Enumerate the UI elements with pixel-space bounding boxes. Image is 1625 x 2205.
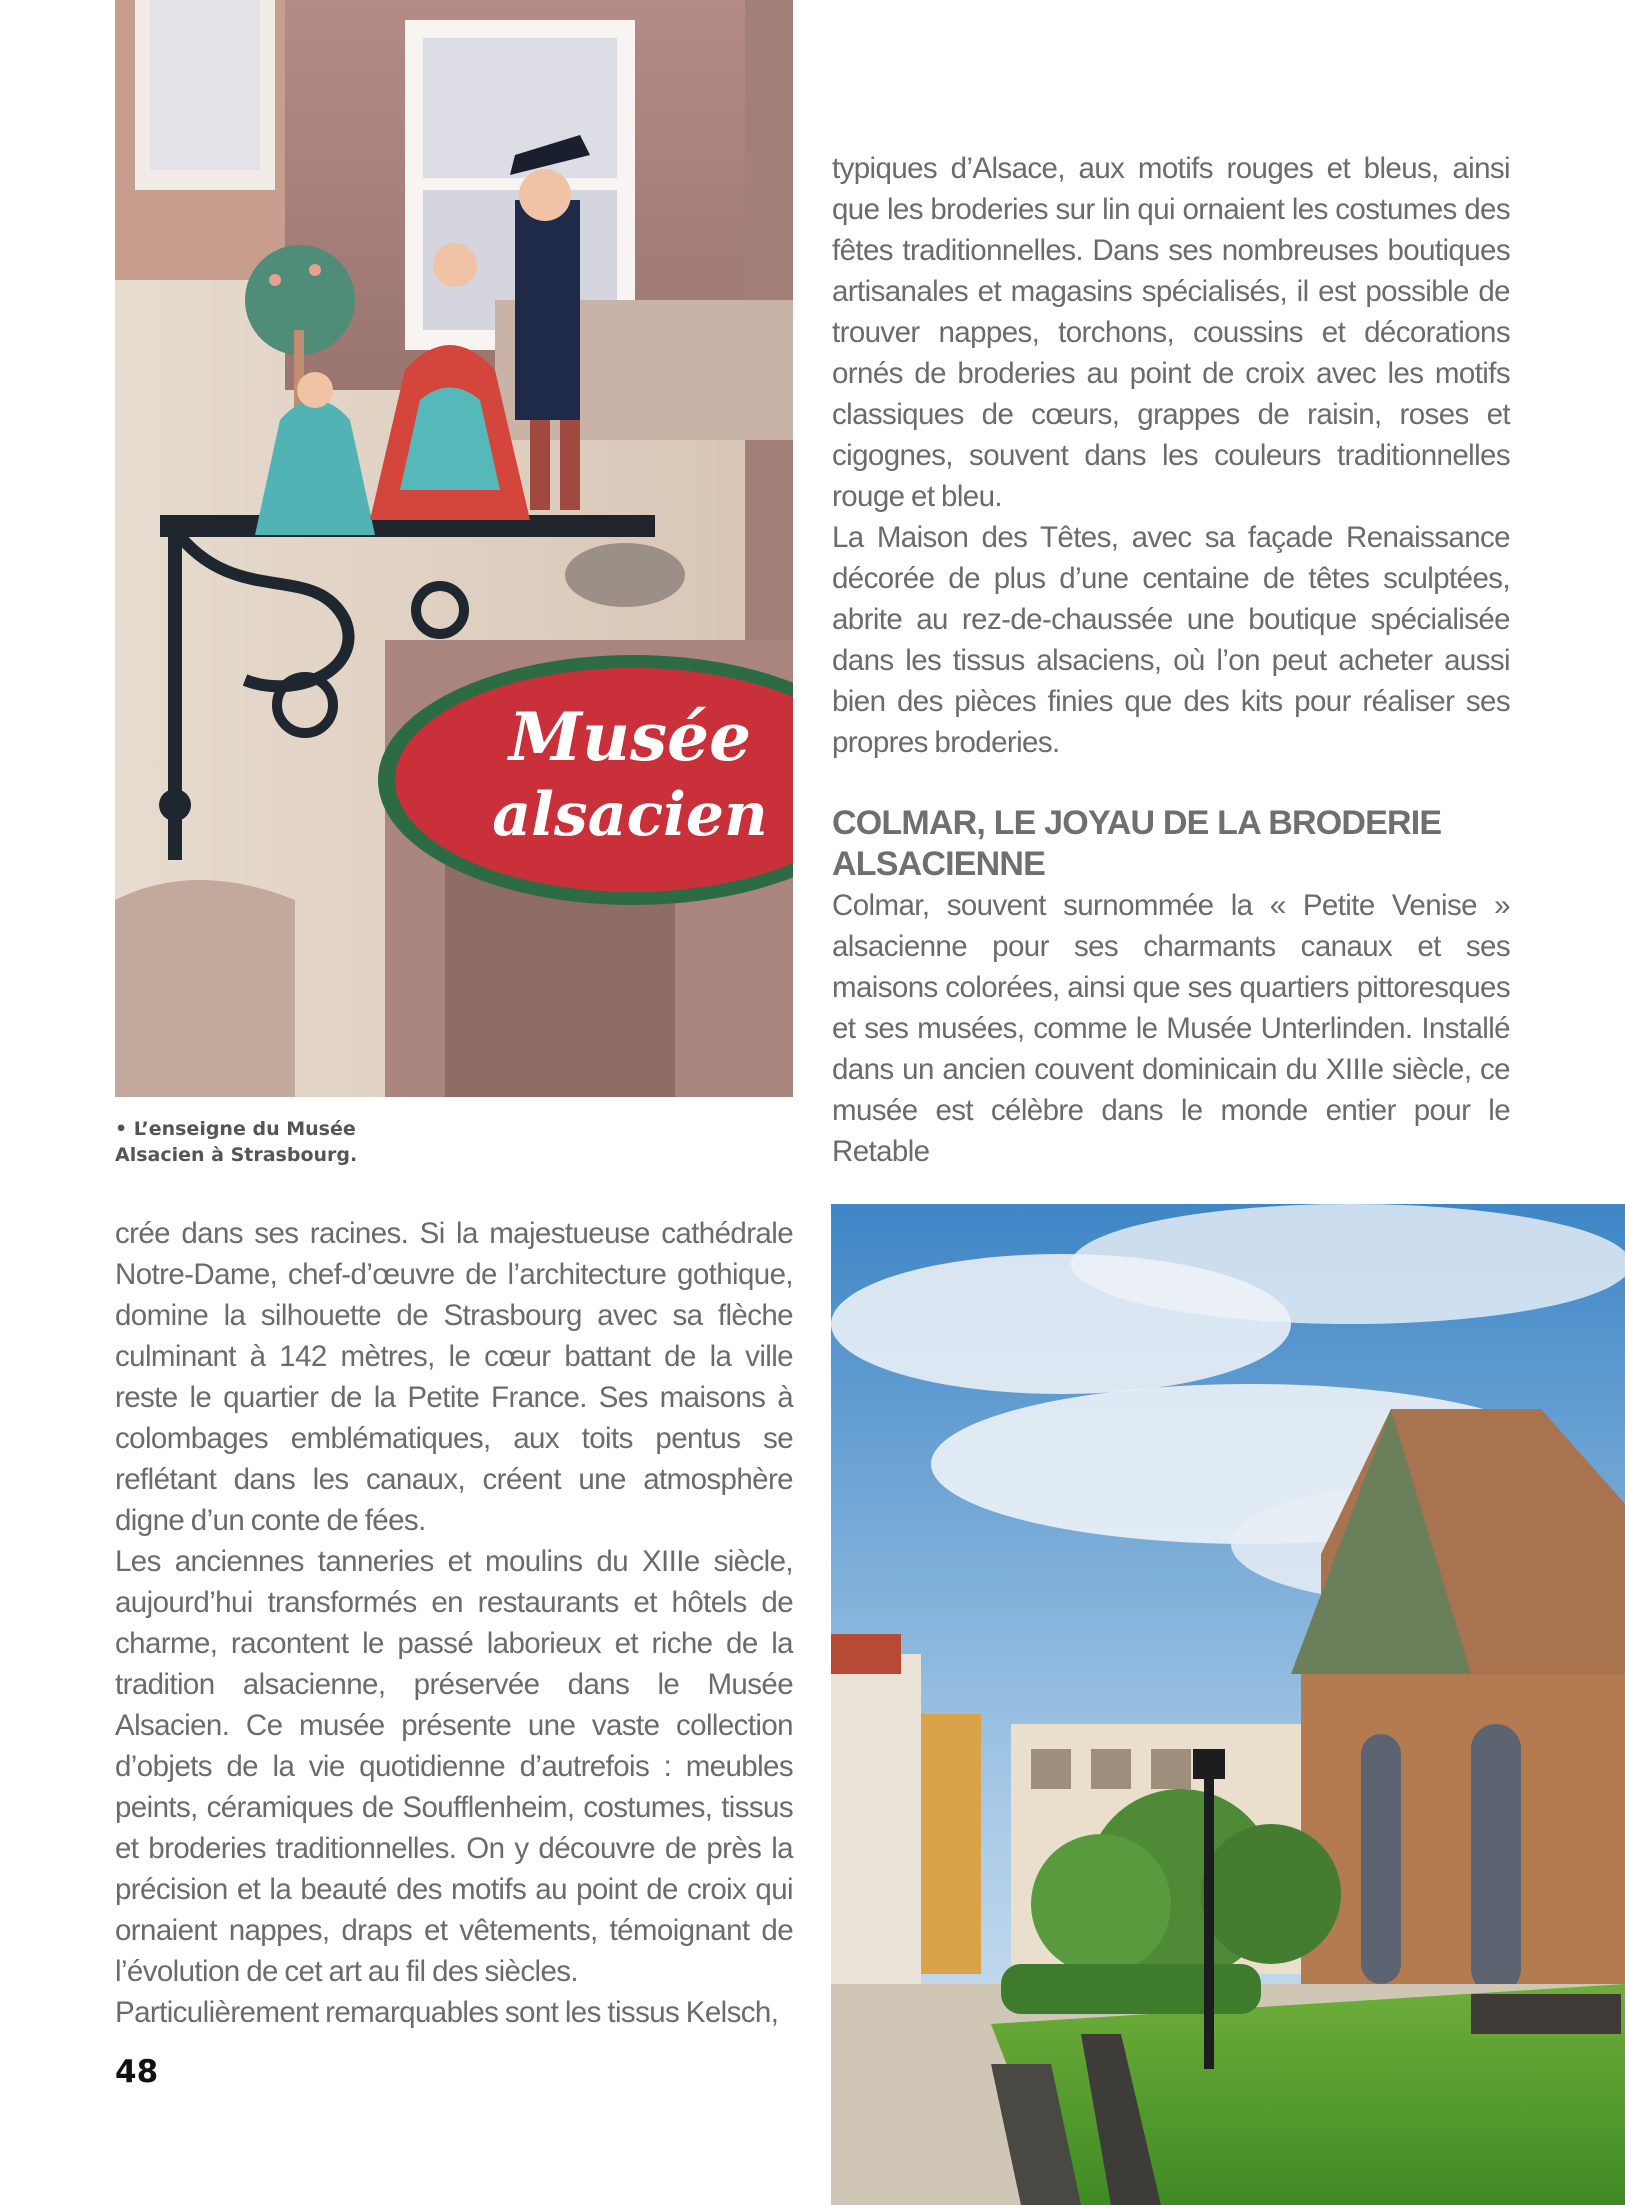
photo-colmar-church <box>831 1204 1625 2205</box>
paragraph: Les anciennes tanneries et moulins du XIIIe siècle, aujourd’hui transformés en restaurants et hôtels de charme, racontent le passé laborieux et riche de la tradition alsacienne, préservée dans le Musée Alsacien. Ce musée présente une vaste collection d’objets de la vie quotidienne d’autrefois : meubles peints, céramiques de Soufflenheim, costumes, tissus et broderies traditionnelles. On y découvre de près la précision et la beauté des motifs au point de croix qui ornaient nappes, draps et vêtements, témoignant de l’évolution de cet art au fil des siècles. <box>115 1545 793 1988</box>
page-number: 48 <box>115 2054 159 2090</box>
photo-musee-alsacien-sign <box>115 0 793 1097</box>
sign-word-musee: Musée <box>508 698 752 776</box>
sign-illustration <box>115 0 793 1097</box>
paragraph: Particulièrement remarquables sont les tissus Kelsch, <box>115 1996 779 2029</box>
article-column-left <box>115 1213 793 2033</box>
paragraph: typiques d’Alsace, aux motifs rouges et bleus, ainsi que les broderies sur lin qui ornaient les costumes des fêtes traditionnelles. Dans ses nombreuses boutiques artisanales et magasins spécialisés, il est possible de trouver nappes, torchons, coussins et décorations ornés de broderies au point de croix avec les motifs classiques de cœurs, grappes de raisin, roses et cigognes, souvent dans les couleurs traditionnelles rouge et bleu. <box>832 152 1510 513</box>
photo-caption: • L’enseigne du Musée Alsacien à Strasbourg. <box>115 1118 358 1166</box>
paragraph: crée dans ses racines. Si la majestueuse cathédrale Notre-Dame, chef-d’œuvre de l’architecture gothique, domine la silhouette de Strasbourg avec sa flèche culminant à 142 mètres, le cœur battant de la ville reste le quartier de la Petite France. Ses maisons à colombages emblématiques, aux toits pentus se reflétant dans les canaux, créent une atmosphère digne d’un conte de fées. <box>115 1217 793 1537</box>
article-column-right <box>832 148 1510 1172</box>
paragraph: La Maison des Têtes, avec sa façade Renaissance décorée de plus d’une centaine de têtes sculptées, abrite au rez-de-chaussée une boutique spécialisée dans les tissus alsaciens, où l’on peut acheter aussi bien des pièces finies que des kits pour réaliser ses propres broderies. <box>832 521 1510 759</box>
section-heading: COLMAR, LE JOYAU DE LA BRODERIE ALSACIENNE <box>832 804 1442 883</box>
colmar-illustration <box>831 1204 1625 2205</box>
sign-word-alsacien: alsacien <box>492 780 768 850</box>
paragraph: Colmar, souvent surnommée la « Petite Venise » alsacienne pour ses charmants canaux et ses maisons colorées, ainsi que ses quartiers pittoresques et ses musées, comme le Musée Unterlinden. Installé dans un ancien couvent dominicain du XIIIe siècle, ce musée est célèbre dans le monde entier pour le Retable <box>832 889 1510 1168</box>
